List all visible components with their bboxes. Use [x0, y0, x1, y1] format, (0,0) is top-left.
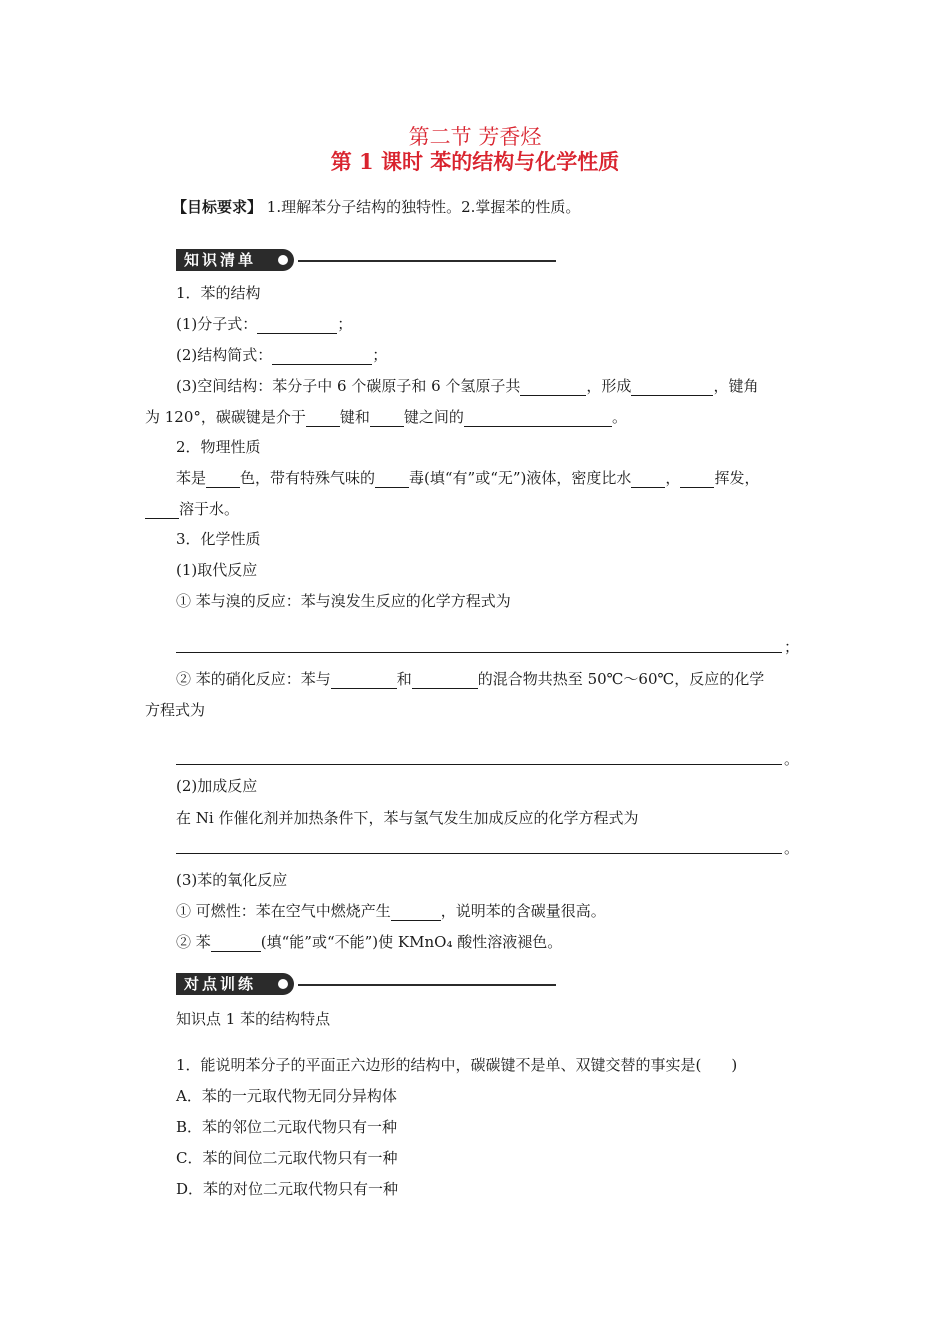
subheading-substitution: (1)取代反应	[176, 561, 258, 579]
text: ② 苯的硝化反应：苯与	[176, 670, 331, 688]
goal-line	[172, 197, 580, 217]
answer-line[interactable]	[176, 764, 782, 765]
text: 毒(填“有”或“无”)液体，密度比水	[409, 469, 632, 487]
line-physical-1	[176, 468, 759, 488]
blank-field[interactable]	[206, 471, 240, 488]
text: 挥发，	[714, 469, 760, 487]
blank-field[interactable]	[257, 317, 337, 334]
bullet-icon	[278, 255, 288, 265]
text: (3)空间结构：苯分子中 6 个碳原子和 6 个氢原子共	[176, 377, 521, 395]
punctuation: 。	[784, 750, 800, 768]
line-formula	[176, 314, 352, 334]
text: 为 120°，碳碳键是介于	[145, 408, 306, 426]
section-header-practice	[176, 973, 558, 997]
line-physical-2	[145, 499, 239, 519]
blank-field[interactable]	[375, 471, 409, 488]
answer-line[interactable]	[176, 853, 782, 854]
line-bromination: ① 苯与溴的反应：苯与溴发生反应的化学方程式为	[176, 592, 511, 610]
text: 键之间的	[403, 408, 464, 426]
blank-field[interactable]	[631, 471, 665, 488]
knowledge-point: 知识点 1 苯的结构特点	[176, 1010, 331, 1028]
option-c[interactable]: C．苯的间位二元取代物只有一种	[176, 1149, 398, 1167]
text: 键和	[339, 408, 370, 426]
blank-field[interactable]	[145, 502, 179, 519]
text: 。	[611, 408, 627, 426]
line-equation-label: 方程式为	[145, 701, 206, 719]
section-header-label: 对点训练	[184, 975, 257, 993]
text: (填“能”或“不能”)使 KMnO₄ 酸性溶液褪色。	[260, 933, 563, 951]
lesson-title: 第 1 课时 苯的结构与化学性质	[330, 149, 620, 174]
blank-field[interactable]	[680, 471, 714, 488]
blank-field[interactable]	[464, 410, 612, 427]
section-header-knowledge	[176, 249, 558, 273]
blank-field[interactable]	[412, 672, 478, 689]
blank-field[interactable]	[370, 410, 404, 427]
blank-field[interactable]	[631, 379, 713, 396]
blank-field[interactable]	[306, 410, 340, 427]
line-hydrogenation: 在 Ni 作催化剂并加热条件下，苯与氢气发生加成反应的化学方程式为	[176, 809, 639, 827]
option-a[interactable]: A．苯的一元取代物无同分异构体	[176, 1087, 397, 1105]
heading-chemical: 3．化学性质	[176, 530, 261, 548]
punctuation: 。	[784, 839, 800, 857]
blank-field[interactable]	[331, 672, 397, 689]
text: 苯是	[176, 469, 207, 487]
line-spatial-structure	[176, 376, 758, 396]
blank-field[interactable]	[211, 935, 261, 952]
goal-text: 1.理解苯分子结构的独特性。2.掌握苯的性质。	[262, 198, 581, 216]
divider	[298, 984, 556, 986]
text: ，说明苯的含碳量很高。	[440, 902, 606, 920]
punctuation: ；	[784, 638, 800, 656]
question-1: 1．能说明苯分子的平面正六边形的结构中，碳碳键不是单、双键交替的事实是( )	[176, 1056, 738, 1074]
divider	[298, 260, 556, 262]
line-bond-angle	[145, 407, 627, 427]
subheading-addition: (2)加成反应	[176, 777, 258, 795]
subheading-oxidation: (3)苯的氧化反应	[176, 871, 288, 889]
line-nitration	[176, 669, 764, 689]
text: (1)分子式：	[176, 315, 258, 333]
text: ，	[665, 469, 681, 487]
blank-field[interactable]	[272, 348, 372, 365]
text: 的混合物共热至 50℃～60℃，反应的化学	[477, 670, 765, 688]
line-structural-formula	[176, 345, 387, 365]
text: (2)结构简式：	[176, 346, 273, 364]
answer-line[interactable]	[176, 652, 782, 653]
text: ；	[337, 315, 353, 333]
heading-structure: 1．苯的结构	[176, 284, 261, 302]
blank-field[interactable]	[391, 904, 441, 921]
text: ② 苯	[176, 933, 211, 951]
text: ，形成	[586, 377, 632, 395]
text: 和	[396, 670, 412, 688]
line-kmno4	[176, 932, 562, 952]
text: 溶于水。	[179, 500, 240, 518]
section-header-label: 知识清单	[184, 251, 257, 269]
blank-field[interactable]	[520, 379, 586, 396]
option-b[interactable]: B．苯的邻位二元取代物只有一种	[176, 1118, 398, 1136]
text: ① 可燃性：苯在空气中燃烧产生	[176, 902, 391, 920]
text: ；	[372, 346, 388, 364]
line-combustion	[176, 901, 606, 921]
option-d[interactable]: D．苯的对位二元取代物只有一种	[176, 1180, 399, 1198]
section-title: 第二节 芳香烃	[408, 125, 542, 149]
text: 色，带有特殊气味的	[240, 469, 376, 487]
text: ，键角	[713, 377, 759, 395]
bullet-icon	[278, 979, 288, 989]
heading-physical: 2．物理性质	[176, 438, 261, 456]
goal-label: 【目标要求】	[172, 198, 263, 216]
